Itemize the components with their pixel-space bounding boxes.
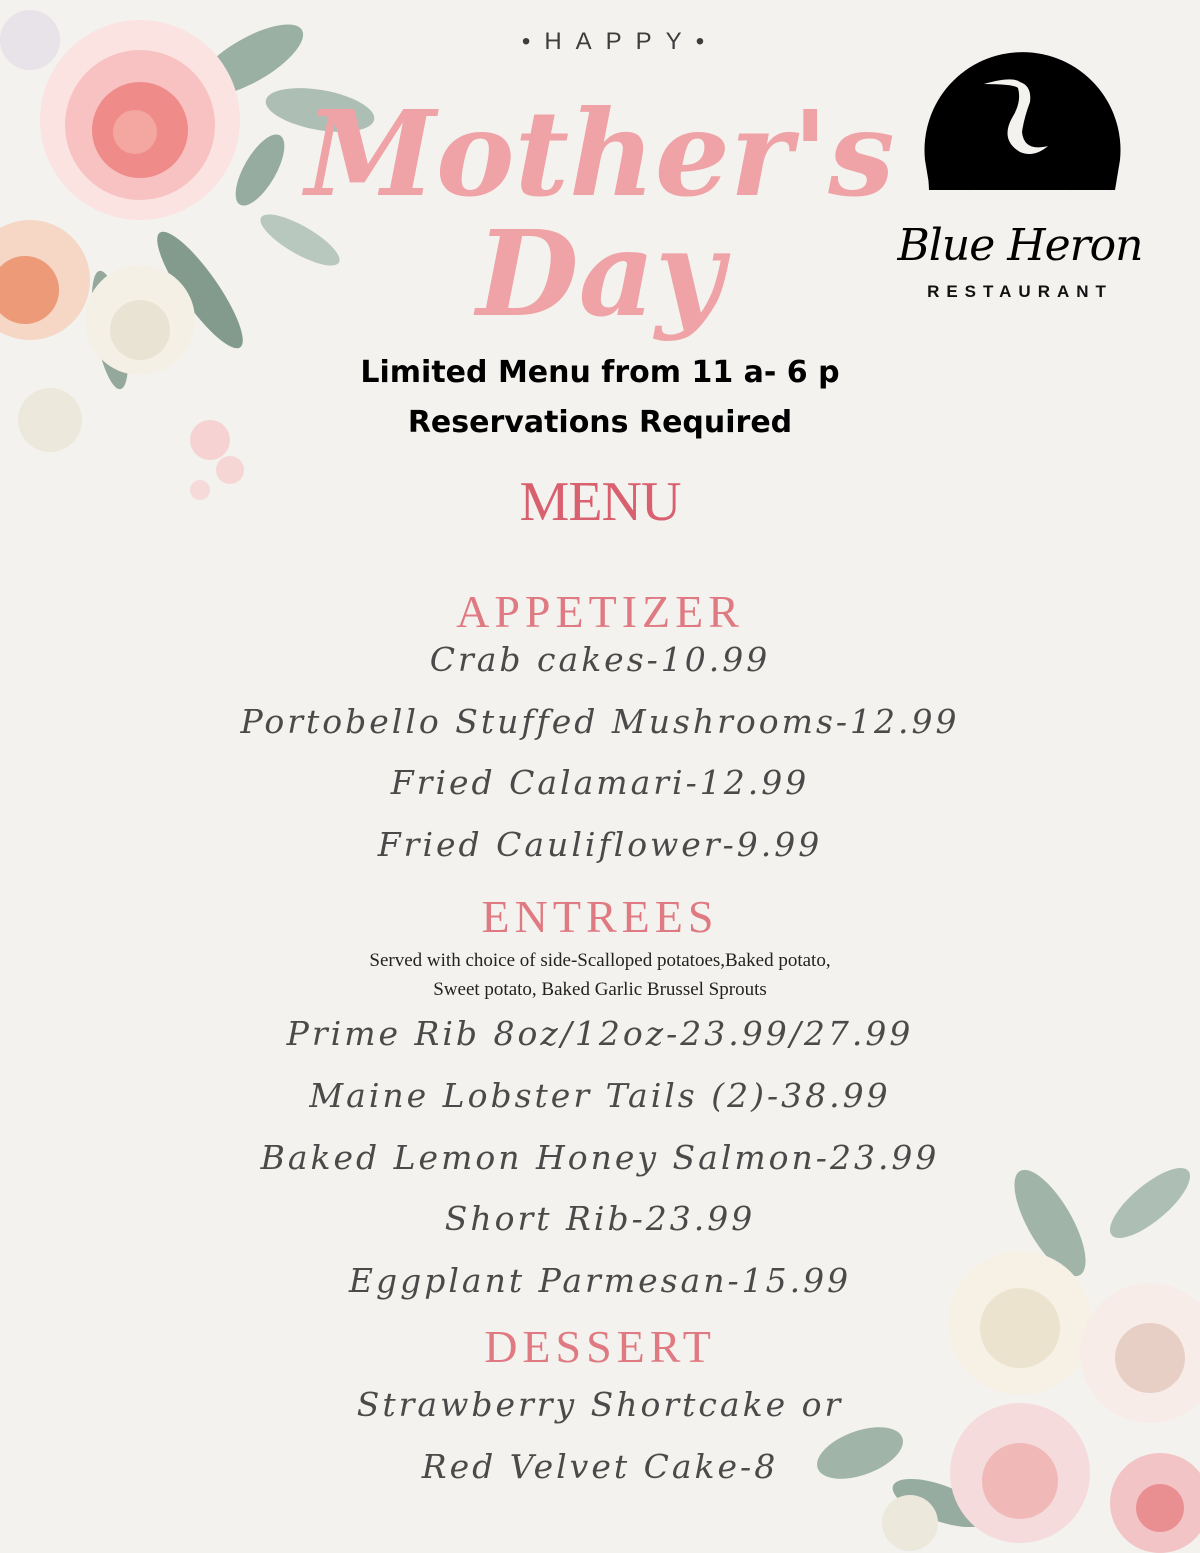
logo-name: Blue Heron: [897, 220, 1143, 271]
blue-heron-logo: [870, 40, 1170, 301]
mothers-script-text: Mother's: [305, 84, 895, 223]
logo-subtitle: RESTAURANT: [927, 282, 1113, 301]
menu-item: Red Velvet Cake-8: [421, 1447, 779, 1486]
menu-item: Fried Calamari-12.99: [390, 763, 810, 802]
happy-label: •HAPPY•: [521, 28, 719, 55]
menu-item: Strawberry Shortcake or: [356, 1385, 844, 1424]
reservations-line: Reservations Required: [407, 405, 793, 440]
floral-decoration-bottom-right: [820, 1163, 1200, 1553]
menu-item: Baked Lemon Honey Salmon-23.99: [260, 1138, 940, 1177]
section-title-entrees: ENTREES: [481, 891, 719, 942]
hours-line: Limited Menu from 11 a- 6 p: [360, 355, 840, 390]
floral-decoration-top-left: [0, 0, 380, 520]
entrees-note-line2: Sweet potato, Baked Garlic Brussel Sprouts: [433, 979, 767, 1000]
entrees-note-line1: Served with choice of side-Scalloped potatoes,Baked potato,: [369, 950, 831, 971]
section-title-dessert: DESSERT: [484, 1321, 716, 1372]
menu-item: Crab cakes-10.99: [429, 640, 771, 679]
heron-emblem-icon: [870, 40, 1170, 220]
menu-item: Prime Rib 8oz/12oz-23.99/27.99: [286, 1014, 914, 1053]
menu-item: Fried Cauliflower-9.99: [377, 825, 823, 864]
menu-item: Portobello Stuffed Mushrooms-12.99: [240, 702, 960, 741]
section-title-appetizer: APPETIZER: [456, 586, 744, 637]
mothers-day-script-heading: [305, 60, 895, 350]
menu-item: Maine Lobster Tails (2)-38.99: [309, 1076, 891, 1115]
menu-item: Short Rib-23.99: [444, 1199, 756, 1238]
menu-item: Eggplant Parmesan-15.99: [348, 1261, 852, 1300]
day-script-text: Day: [476, 204, 724, 343]
menu-title: MENU: [519, 471, 681, 533]
